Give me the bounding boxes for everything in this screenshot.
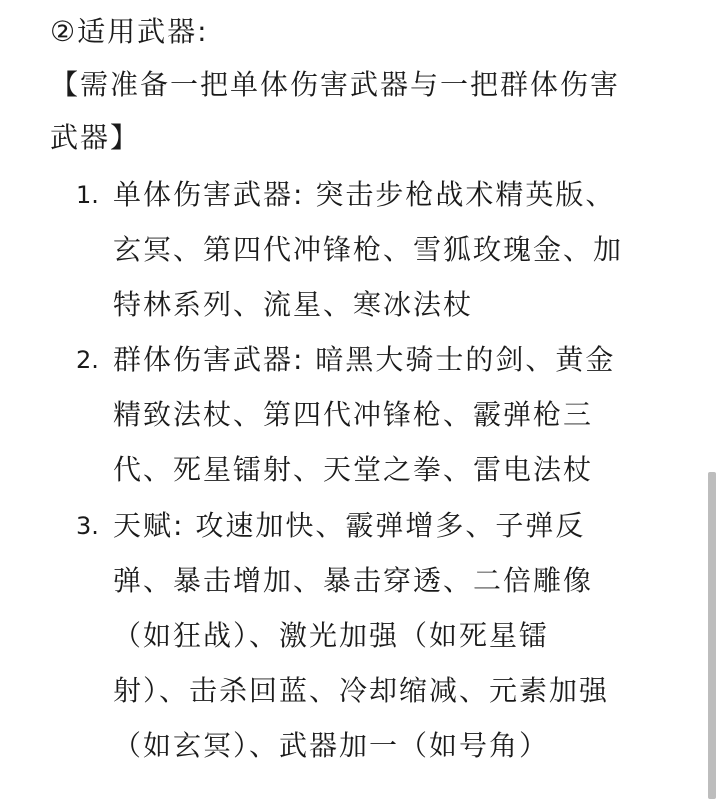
- list-item-number: 1.: [76, 181, 99, 209]
- list-item-number: 3.: [76, 512, 99, 540]
- scrollbar-thumb[interactable]: [708, 472, 716, 799]
- list-item-text-line: （如玄冥）、武器加一（如号角）: [113, 729, 550, 762]
- list-item-number: 2.: [76, 346, 99, 374]
- list-item-text-line: （如狂战）、激光加强（如死星镭: [113, 619, 550, 652]
- vertical-scrollbar[interactable]: [704, 0, 720, 799]
- list-item-text-line: 天赋: 攻速加快、霰弹增多、子弹反: [113, 509, 586, 542]
- list-item-text-line: 单体伤害武器: 突击步枪战术精英版、: [113, 178, 616, 211]
- intro-text-line-1: 【需准备一把单体伤害武器与一把群体伤害: [50, 68, 621, 101]
- list-item-text-line: 代、死星镭射、天堂之拳、雷电法杖: [113, 453, 594, 486]
- intro-text-line-2: 武器】: [50, 121, 141, 154]
- list-item-text-line: 弹、暴击增加、暴击穿透、二倍雕像: [113, 564, 594, 597]
- list-item-text-line: 射）、击杀回蓝、冷却缩减、元素加强: [113, 674, 610, 707]
- list-item-text-line: 精致法杖、第四代冲锋枪、霰弹枪三: [113, 398, 594, 431]
- list-item-text-line: 特林系列、流星、寒冰法杖: [113, 288, 474, 321]
- list-item-text-line: 玄冥、第四代冲锋枪、雪狐玫瑰金、加: [113, 233, 624, 266]
- list-item-text-line: 群体伤害武器: 暗黑大骑士的剑、黄金: [113, 343, 616, 376]
- section-heading: ②适用武器:: [50, 15, 209, 48]
